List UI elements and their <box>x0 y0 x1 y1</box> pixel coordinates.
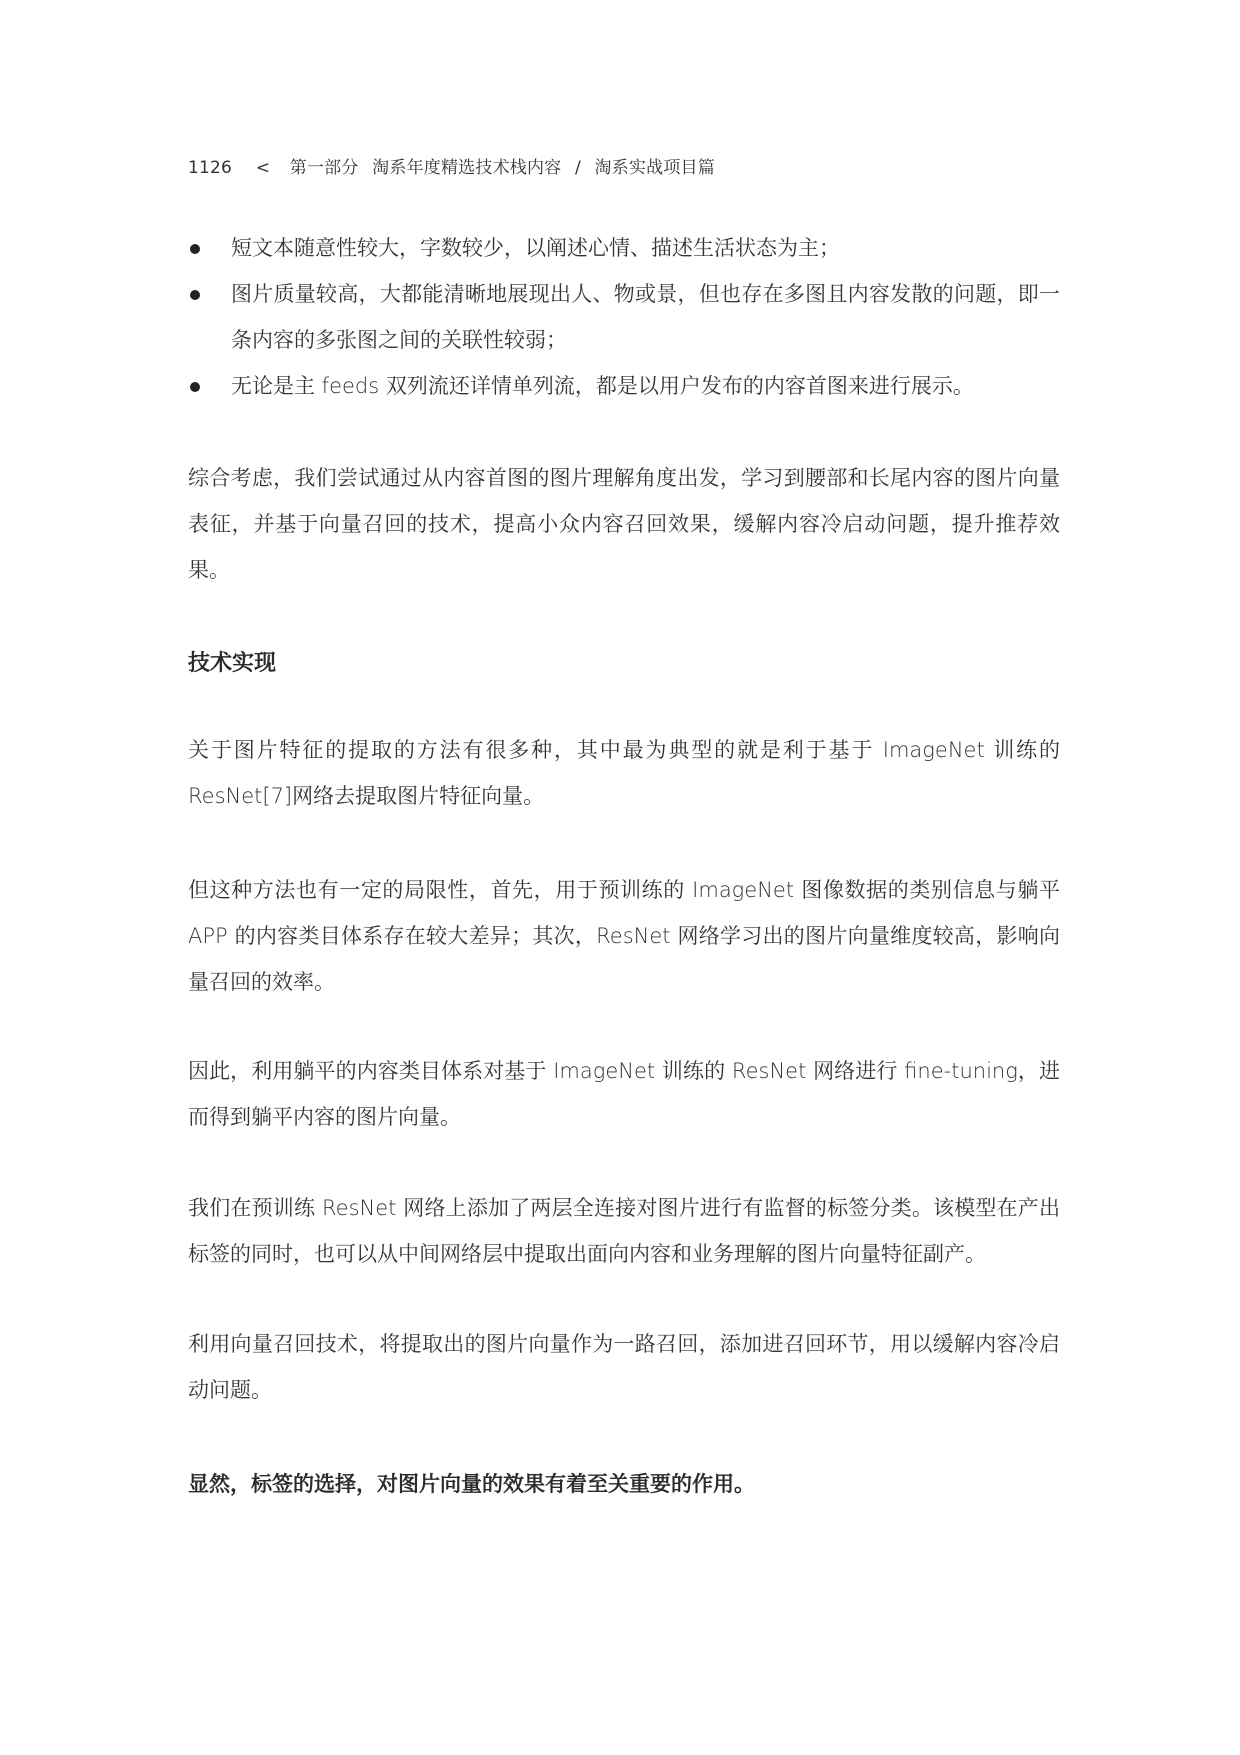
paragraph-1: 关于图片特征的提取的方法有很多种，其中最为典型的就是利于基于 ImageNet 训练的 ResNet[7]网络去提取图片特征向量。 <box>188 738 1060 808</box>
list-item-text: 短文本随意性较大，字数较少，以阐述心情、描述生活状态为主； <box>231 236 840 260</box>
list-item <box>188 271 1060 363</box>
page-number: 1126 <box>188 158 233 178</box>
section-label: 淘系年度精选技术栈内容 <box>372 158 562 178</box>
chapter-label: 淘系实战项目篇 <box>594 158 715 178</box>
conclusion-paragraph: 显然，标签的选择，对图片向量的效果有着至关重要的作用。 <box>188 1472 755 1496</box>
paragraph-5: 利用向量召回技术，将提取出的图片向量作为一路召回，添加进召回环节，用以缓解内容冷启动问题。 <box>188 1332 1060 1402</box>
summary-paragraph: 综合考虑，我们尝试通过从内容首图的图片理解角度出发，学习到腰部和长尾内容的图片向量表征，并基于向量召回的技术，提高小众内容召回效果，缓解内容冷启动问题，提升推荐效果。 <box>188 466 1060 582</box>
list-item <box>188 363 1060 409</box>
bullet-list <box>188 225 1060 409</box>
list-item-text: 无论是主 feeds 双列流还详情单列流，都是以用户发布的内容首图来进行展示。 <box>231 374 974 398</box>
list-item-text: 图片质量较高，大都能清晰地展现出人、物或景，但也存在多图且内容发散的问题，即一条内容的多张图之间的关联性较弱； <box>231 282 1060 352</box>
paragraph-2: 但这种方法也有一定的局限性，首先，用于预训练的 ImageNet 图像数据的类别信息与躺平 APP 的内容类目体系存在较大差异；其次，ResNet 网络学习出的图片向量维度较高，影响向量召回的效率。 <box>188 878 1060 994</box>
bullet-icon <box>190 382 200 392</box>
list-item <box>188 225 1060 271</box>
bullet-icon <box>190 244 200 254</box>
section-heading: 技术实现 <box>188 651 277 676</box>
running-header <box>188 153 723 178</box>
paragraph-3: 因此，利用躺平的内容类目体系对基于 ImageNet 训练的 ResNet 网络进行 fine-tuning，进而得到躺平内容的图片向量。 <box>188 1059 1060 1129</box>
chevron-left-icon: < <box>255 158 271 178</box>
part-label: 第一部分 <box>289 158 359 178</box>
paragraph-4: 我们在预训练 ResNet 网络上添加了两层全连接对图片进行有监督的标签分类。该模型在产出标签的同时，也可以从中间网络层中提取出面向内容和业务理解的图片向量特征副产。 <box>188 1196 1060 1266</box>
header-divider: / <box>574 158 581 178</box>
bullet-icon <box>190 290 200 300</box>
